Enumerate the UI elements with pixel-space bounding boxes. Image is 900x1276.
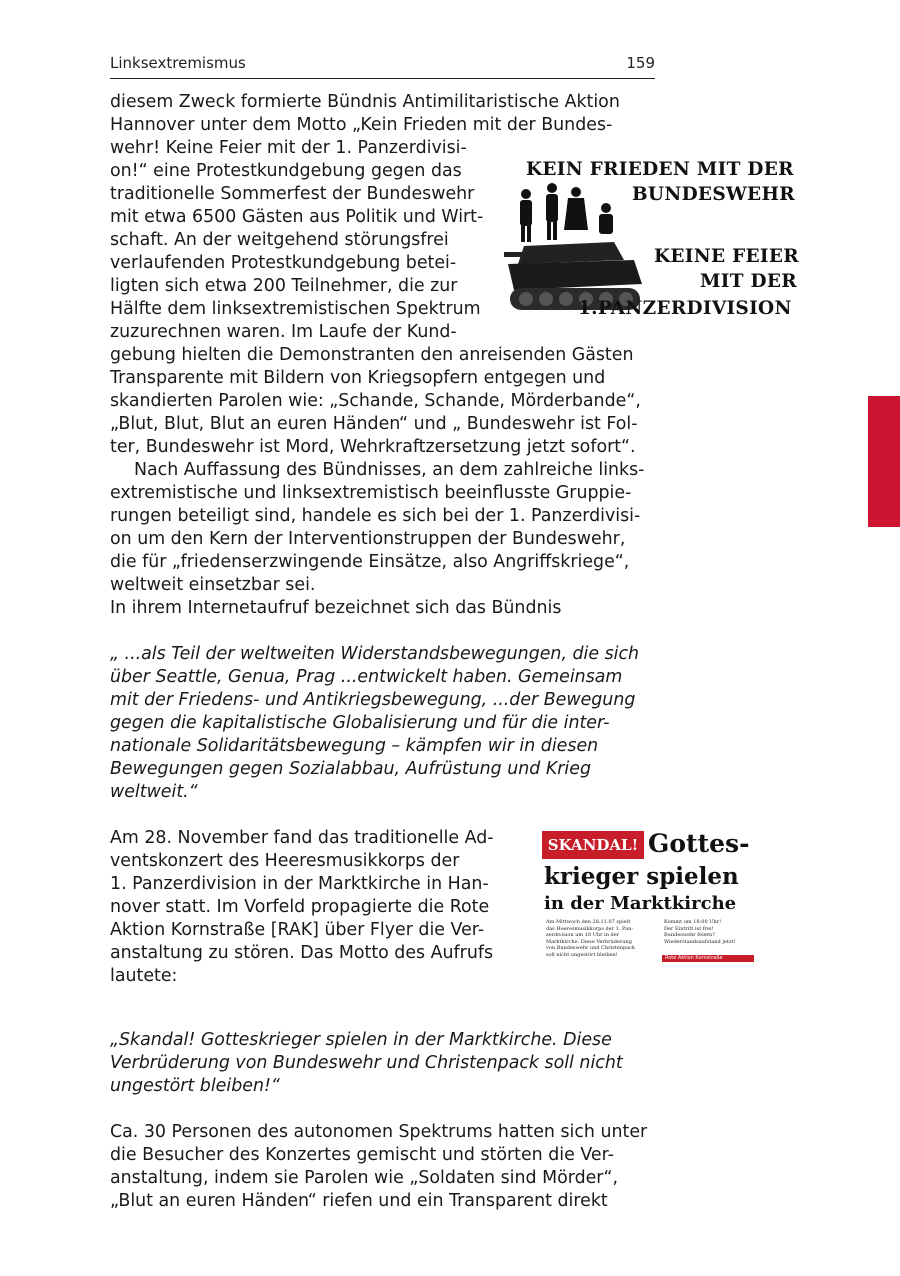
text-line: ter, Bundeswehr ist Mord, Wehrkraftzersetzung jetzt sofort“.: [110, 437, 636, 457]
text-line: anstaltung zu stören. Das Motto des Aufrufs: [110, 943, 494, 963]
flyer-headline: Gottes-: [648, 829, 750, 858]
text-line: Hannover unter dem Motto „Kein Frieden mit der Bundes-: [110, 115, 613, 135]
quote-line: nationale Solidaritätsbewegung – kämpfen wir in diesen: [110, 736, 599, 756]
text-line: Ca. 30 Personen des autonomen Spektrums hatten sich unter: [110, 1122, 648, 1142]
section-tab-marker: [868, 396, 900, 527]
quote-line: ungestört bleiben!“: [110, 1076, 280, 1096]
text-line: „Blut an euren Händen“ riefen und ein Transparent direkt: [110, 1191, 608, 1211]
poster-headline-line: 1.PANZERDIVISION: [578, 298, 792, 319]
text-line: In ihrem Internetaufruf bezeichnet sich das Bündnis: [110, 598, 562, 618]
text-line: verlaufenden Protestkundgebung betei-: [110, 253, 457, 273]
text-line: Transparente mit Bildern von Kriegsopfern entgegen und: [110, 368, 606, 388]
text-line: lautete:: [110, 966, 178, 986]
text-line: zuzurechnen waren. Im Laufe der Kund-: [110, 322, 457, 342]
text-line: nover statt. Im Vorfeld propagierte die Rote: [110, 897, 490, 917]
quote-line: über Seattle, Genua, Prag ...entwickelt haben. Gemeinsam: [110, 667, 623, 687]
text-line: „Blut, Blut, Blut an euren Händen“ und „ Bundeswehr ist Fol-: [110, 414, 638, 434]
quote-line: weltweit.“: [110, 782, 198, 802]
flyer-skandal-label: SKANDAL!: [542, 831, 644, 859]
flyer-footer-bar: [662, 955, 754, 962]
skandal-flyer-image: [540, 815, 758, 965]
text-line: rungen beteiligt sind, handele es sich bei der 1. Panzerdivisi-: [110, 506, 641, 526]
flyer-body-text: Kommt um 18:00 Uhr! Der Eintritt ist frei! Bundeswehr feiern? Wiederstandsaufstand jetzt!: [664, 919, 736, 945]
text-line: anstaltung, indem sie Parolen wie „Soldaten sind Mörder“,: [110, 1168, 618, 1188]
text-line: mit etwa 6500 Gästen aus Politik und Wirt-: [110, 207, 484, 227]
text-line: extremistische und linksextremistisch beeinflusste Gruppie-: [110, 483, 632, 503]
poster-headline-line: KEINE FEIER: [654, 246, 799, 267]
flyer-headline: krieger spielen: [544, 863, 739, 890]
flyer-body-text: Am Mittwoch den 28.11.07 spielt das Heeresmusikkorps der 1. Pan- zerdivision um 18 Uhr in der Marktkirche. Diese Verbrüderung von Bundeswehr und Christenpack soll nicht ungestört bleiben!: [546, 919, 635, 958]
text-line: on!“ eine Protestkundgebung gegen das: [110, 161, 462, 181]
flyer-headline: in der Marktkirche: [544, 893, 737, 914]
text-line: Am 28. November fand das traditionelle Ad-: [110, 828, 494, 848]
quote-line: Verbrüderung von Bundeswehr und Christenpack soll nicht: [110, 1053, 623, 1073]
text-line: gebung hielten die Demonstranten den anreisenden Gästen: [110, 345, 634, 365]
quote-line: Bewegungen gegen Sozialabbau, Aufrüstung und Krieg: [110, 759, 591, 779]
text-line: weltweit einsetzbar sei.: [110, 575, 316, 595]
poster-headline-line: BUNDESWEHR: [632, 184, 795, 205]
text-line: Hälfte dem linksextremistischen Spektrum: [110, 299, 481, 319]
text-line: 1. Panzerdivision in der Marktkirche in Han-: [110, 874, 489, 894]
protest-poster-image: [504, 155, 804, 330]
poster-headline-line: KEIN FRIEDEN MIT DER: [526, 159, 794, 180]
quote-line: „Skandal! Gotteskrieger spielen in der Marktkirche. Diese: [110, 1030, 612, 1050]
text-line: on um den Kern der Interventionstruppen der Bundeswehr,: [110, 529, 626, 549]
page-number: 159: [626, 54, 655, 72]
text-line: traditionelle Sommerfest der Bundeswehr: [110, 184, 475, 204]
text-line: schaft. An der weitgehend störungsfrei: [110, 230, 449, 250]
flyer-footer-text: Rote Aktion Kornstraße: [665, 955, 723, 961]
quote-line: gegen die kapitalistische Globalisierung und für die inter-: [110, 713, 610, 733]
text-line: wehr! Keine Feier mit der 1. Panzerdivisi-: [110, 138, 467, 158]
running-head-title: Linksextremismus: [110, 54, 246, 72]
running-head: [110, 52, 655, 79]
text-line: Aktion Kornstraße [RAK] über Flyer die Ver-: [110, 920, 485, 940]
quote-line: mit der Friedens- und Antikriegsbewegung, ...der Bewegung: [110, 690, 636, 710]
text-line: ligten sich etwa 200 Teilnehmer, die zur: [110, 276, 458, 296]
text-line: die für „friedenserzwingende Einsätze, also Angriffskriege“,: [110, 552, 630, 572]
text-line: skandierten Parolen wie: „Schande, Schande, Mörderbande“,: [110, 391, 641, 411]
poster-headline-line: MIT DER: [700, 271, 797, 292]
text-line: diesem Zweck formierte Bündnis Antimilitaristische Aktion: [110, 92, 620, 112]
text-line: ventskonzert des Heeresmusikkorps der: [110, 851, 460, 871]
text-line: die Besucher des Konzertes gemischt und störten die Ver-: [110, 1145, 614, 1165]
text-line: Nach Auffassung des Bündnisses, an dem zahlreiche links-: [134, 460, 645, 480]
quote-line: „ ...als Teil der weltweiten Widerstandsbewegungen, die sich: [110, 644, 640, 664]
